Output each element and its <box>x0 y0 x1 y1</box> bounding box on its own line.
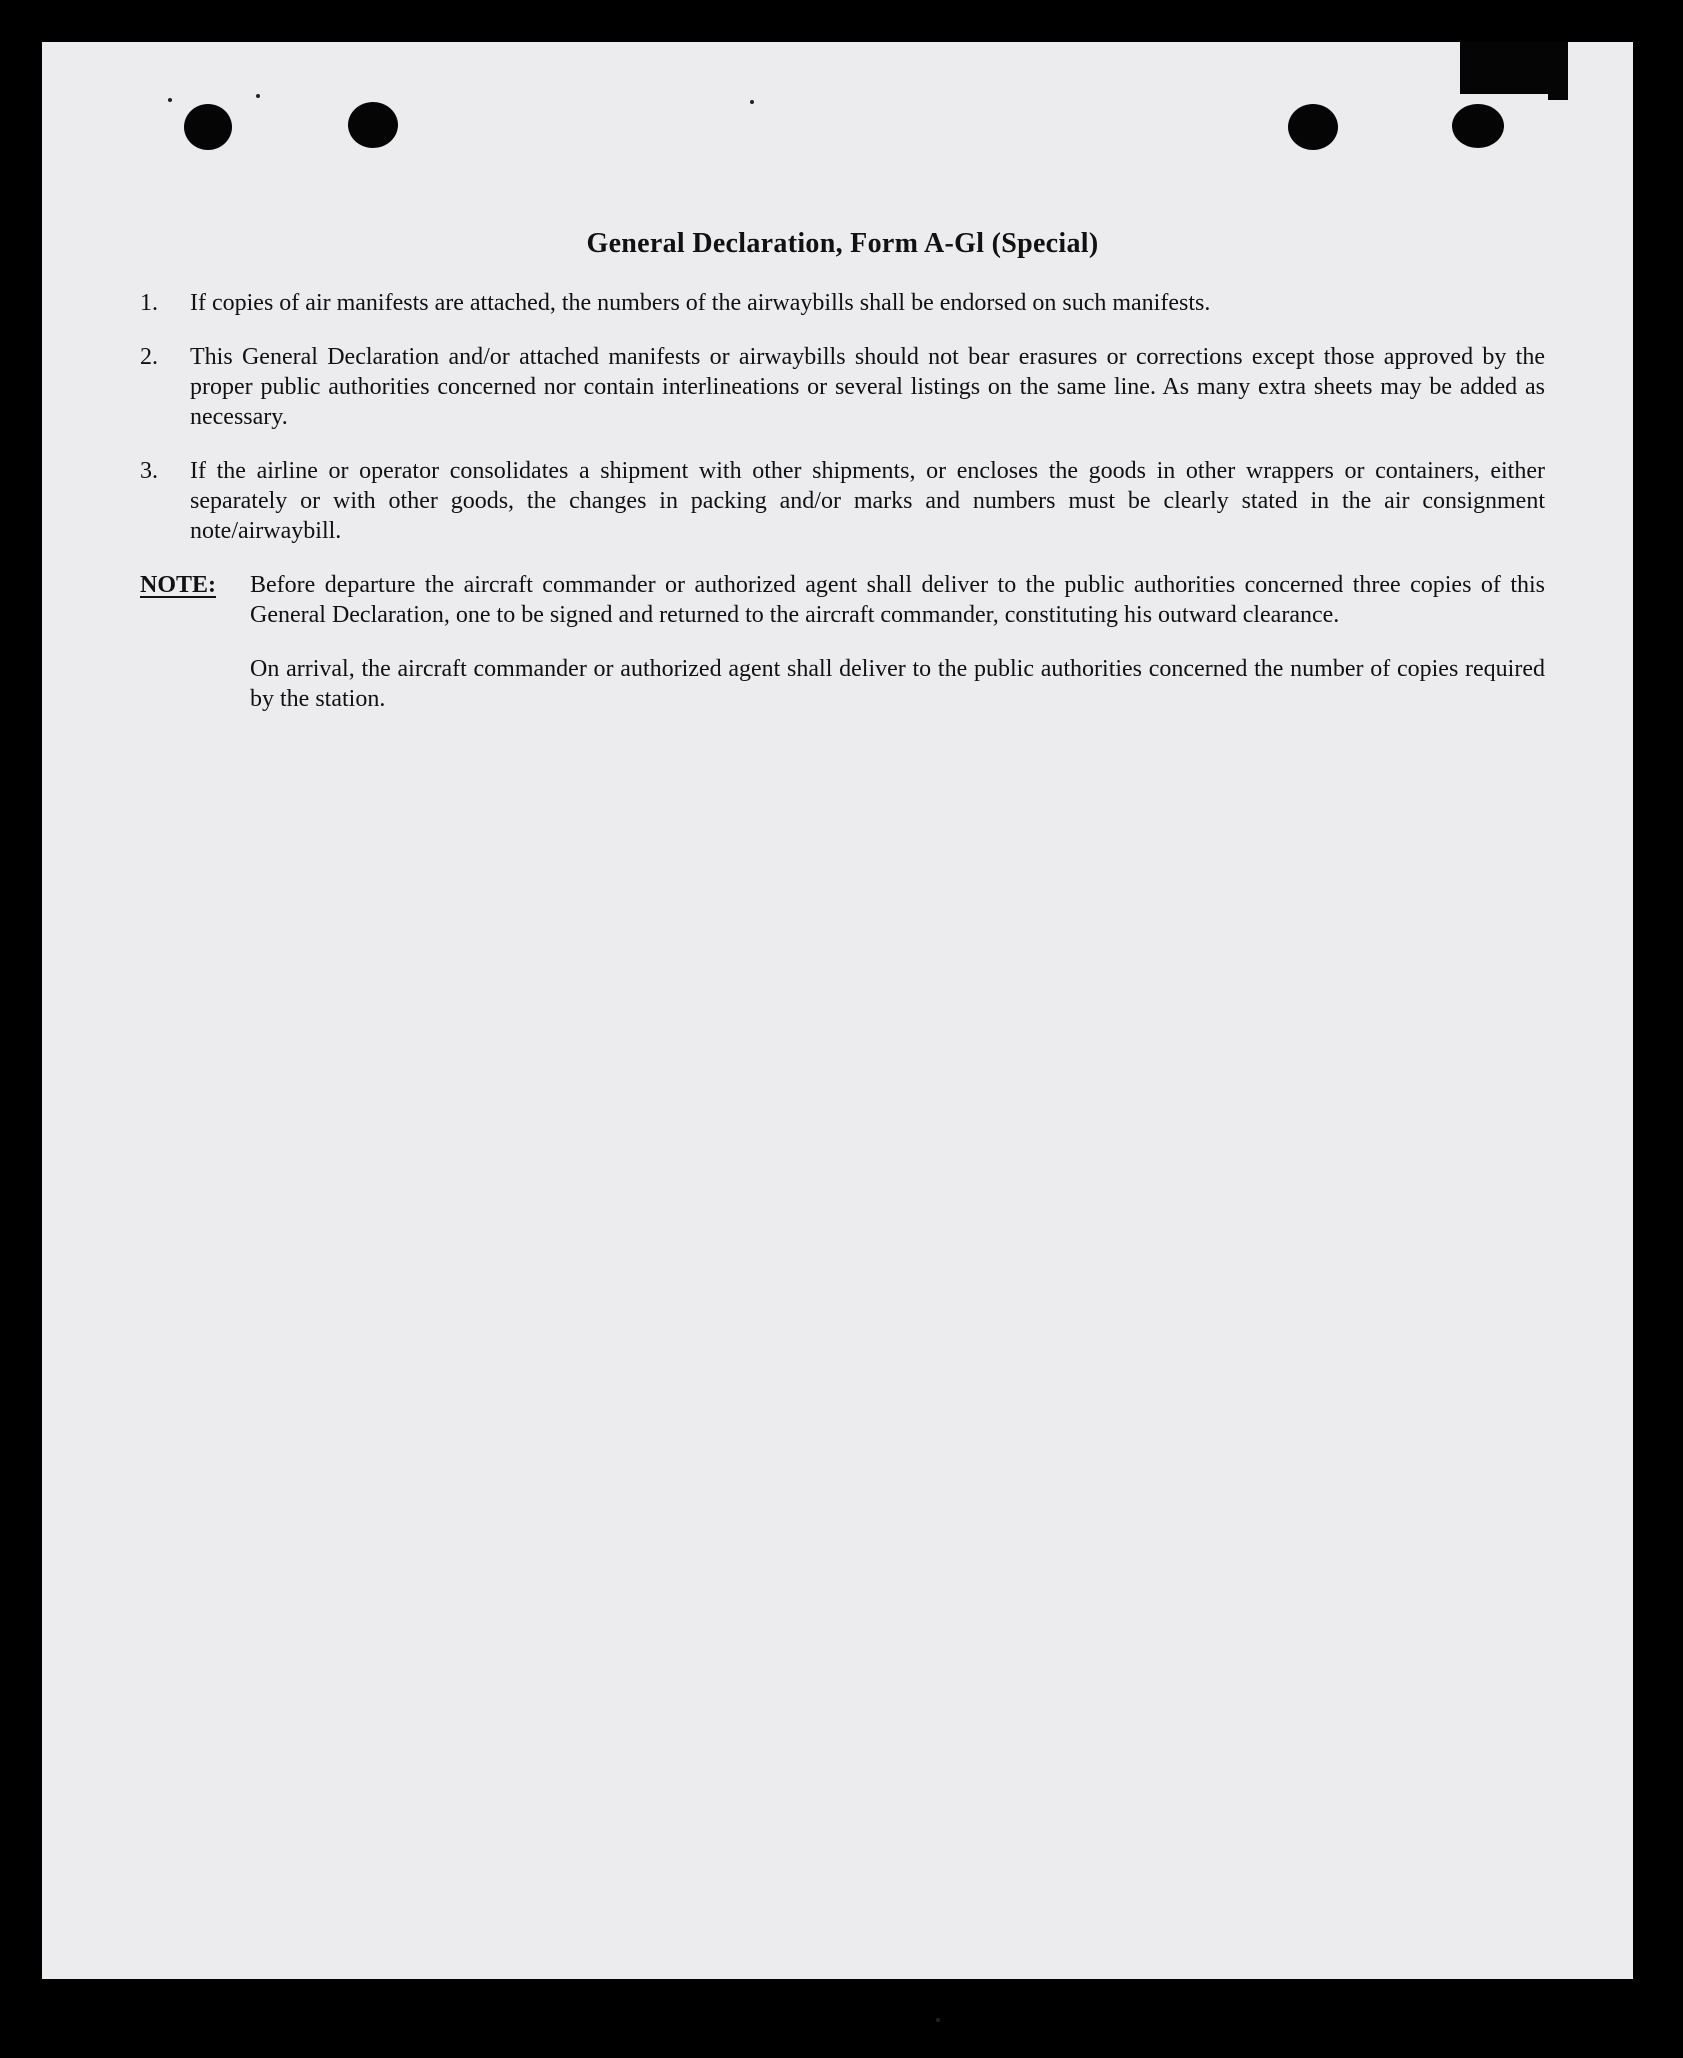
punch-hole-right-1 <box>1288 104 1338 150</box>
scan-speck <box>936 2018 940 2022</box>
item-text: If copies of air manifests are attached, the numbers of the airwaybills shall be endorsed on such manifests. <box>190 290 1211 316</box>
note-paragraph-departure: Before departure the aircraft commander or authorized agent shall deliver to the public authorities concerned three copies of this General Declaration, one to be signed and returned to the aircraft commander, constituting his outward clearance. <box>250 572 1545 628</box>
list-item <box>140 342 1545 432</box>
scan-speck <box>168 98 172 102</box>
punch-hole-right-2 <box>1452 104 1504 148</box>
corner-shadow <box>1460 42 1560 94</box>
scan-speck <box>256 94 260 98</box>
note-label: NOTE: <box>140 572 217 598</box>
punch-hole-left-1 <box>184 104 232 150</box>
note-paragraph-arrival: On arrival, the aircraft commander or authorized agent shall deliver to the public authorities concerned the number of copies required by the station. <box>250 656 1545 712</box>
list-item <box>140 288 1545 318</box>
note-body <box>250 570 1545 738</box>
item-text: If the airline or operator consolidates a shipment with other shipments, or encloses the goods in other wrappers or containers, either separately or with other goods, the changes in packing and/or marks and numbers must be clearly stated in the air consignment note/airwaybill. <box>190 458 1545 544</box>
declaration-document <box>140 228 1545 756</box>
item-number: 1. <box>140 290 158 316</box>
corner-shadow-edge <box>1548 42 1568 100</box>
item-number: 3. <box>140 458 158 484</box>
item-text: This General Declaration and/or attached manifests or airwaybills should not bear erasures or corrections except those approved by the proper public authorities concerned nor contain interlineations or several listings on the same line. As many extra sheets may be added as necessary. <box>190 344 1545 430</box>
list-item <box>140 456 1545 546</box>
punch-hole-left-2 <box>348 102 398 148</box>
note-section <box>140 570 1545 738</box>
item-number: 2. <box>140 344 158 370</box>
scan-speck <box>750 100 754 104</box>
document-title: General Declaration, Form A-Gl (Special) <box>586 228 1099 259</box>
